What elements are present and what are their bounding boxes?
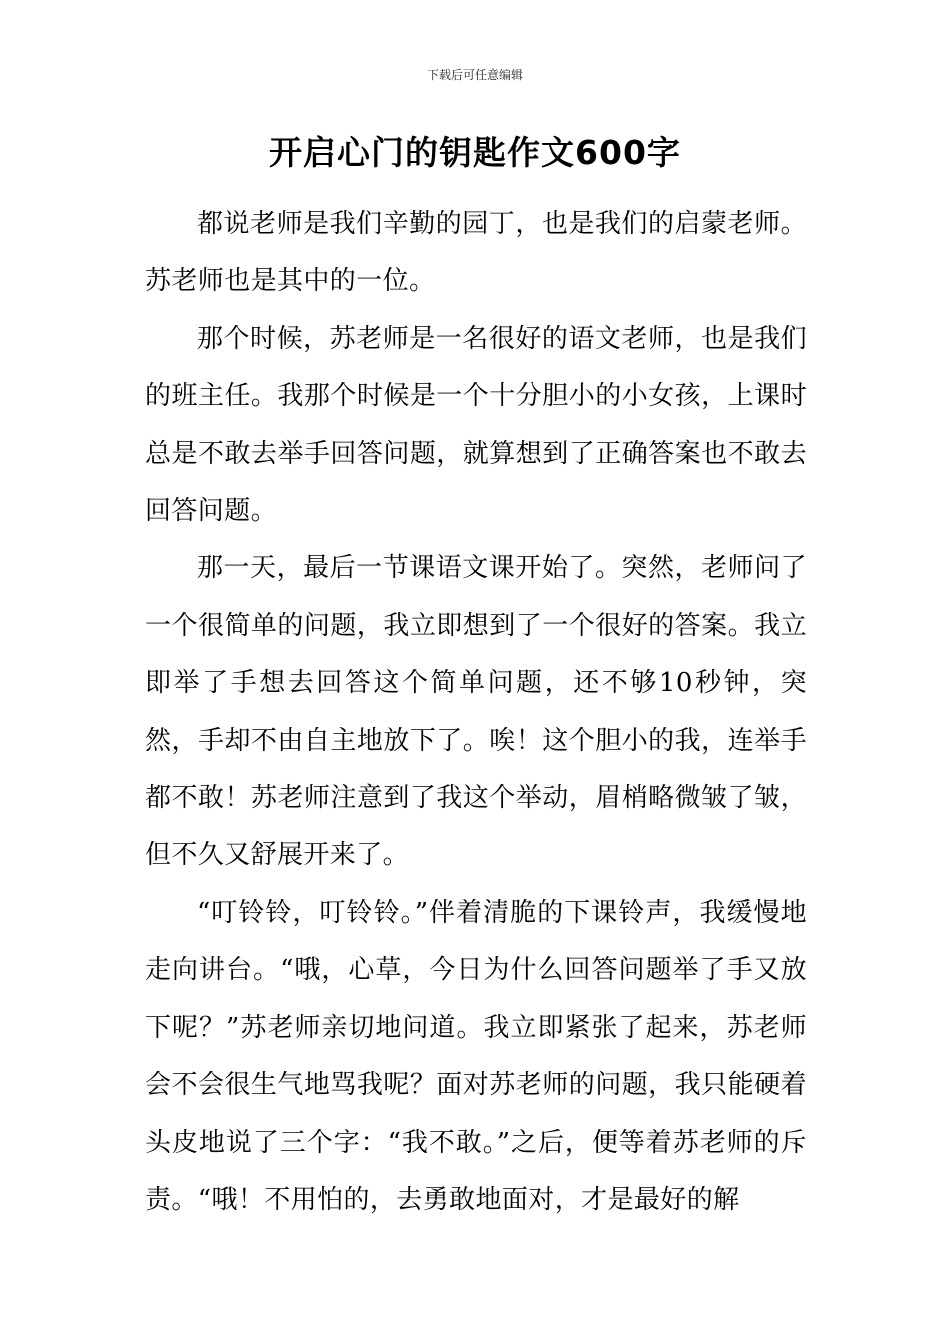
paragraph-2: 那个时候，苏老师是一名很好的语文老师，也是我们的班主任。我那个时候是一个十分胆小的小女孩，上课时总是不敢去举手回答问题，就算想到了正确答案也不敢去回答问题。 (145, 323, 807, 527)
paragraph-4: “叮铃铃，叮铃铃。”伴着清脆的下课铃声，我缓慢地走向讲台。“哦，心草，今日为什么回答问题举了手又放下呢？”苏老师亲切地问道。我立即紧张了起来，苏老师会不会很生气地骂我呢？面对苏老师的问题，我只能硬着头皮地说了三个字：“我不敢。”之后，便等着苏老师的斥责。“哦！不用怕的，去勇敢地面对，才是最好的解 (145, 897, 807, 1215)
paragraph-1: 都说老师是我们辛勤的园丁，也是我们的启蒙老师。苏老师也是其中的一位。 (145, 209, 807, 297)
article-body (145, 196, 807, 1229)
page-title: 开启心门的钥匙作文600字 (269, 133, 681, 172)
header-note: 下载后可任意编辑 (426, 68, 523, 82)
paragraph-3: 那一天，最后一节课语文课开始了。突然，老师问了一个很简单的问题，我立即想到了一个很好的答案。我立即举了手想去回答这个简单问题，还不够10秒钟，突然，手却不由自主地放下了。唉！这个胆小的我，连举手都不敢！苏老师注意到了我这个举动，眉梢略微皱了皱，但不久又舒展开来了。 (145, 553, 807, 871)
